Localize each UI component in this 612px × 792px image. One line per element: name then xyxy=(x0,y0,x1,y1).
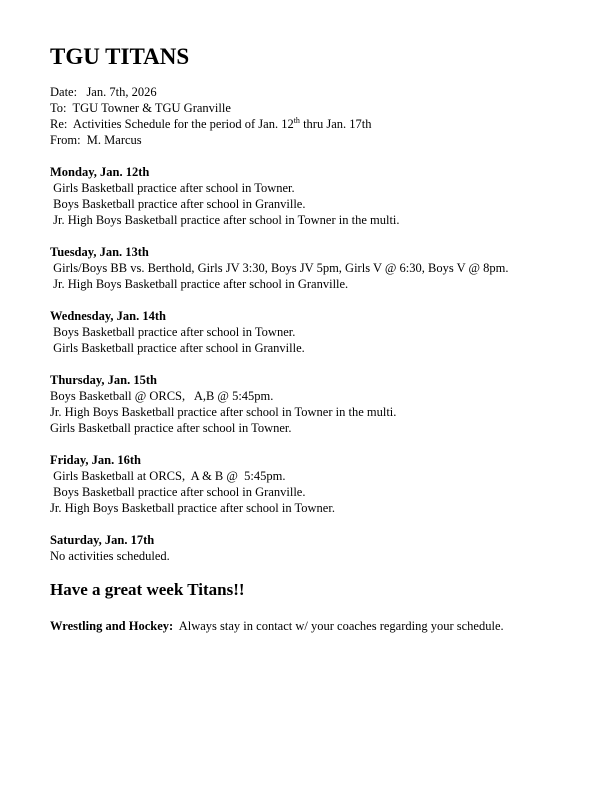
day-section-friday xyxy=(50,452,600,516)
schedule-item: Girls/Boys BB vs. Berthold, Girls JV 3:30, Boys JV 5pm, Girls V @ 6:30, Boys V @ 8pm. xyxy=(50,261,509,275)
schedule-item: Boys Basketball @ ORCS, A,B @ 5:45pm. xyxy=(50,389,274,403)
memo-re-text: Re: Activities Schedule for the period of Jan. 12 xyxy=(50,117,294,131)
schedule-item: Jr. High Boys Basketball practice after school in Towner in the multi. xyxy=(50,405,397,419)
closing-message: Have a great week Titans!! xyxy=(50,580,245,599)
schedule-item: Jr. High Boys Basketball practice after school in Towner. xyxy=(50,501,335,515)
memo-re-superscript: th xyxy=(293,115,300,125)
document-title: TGU TITANS xyxy=(50,44,190,69)
day-heading: Monday, Jan. 12th xyxy=(50,165,150,179)
schedule-item: Boys Basketball practice after school in Granville. xyxy=(50,197,306,211)
memo-date: Date: Jan. 7th, 2026 xyxy=(50,85,157,99)
schedule-item: Boys Basketball practice after school in Granville. xyxy=(50,485,306,499)
day-heading: Tuesday, Jan. 13th xyxy=(50,245,149,259)
day-heading: Wednesday, Jan. 14th xyxy=(50,309,167,323)
schedule-item: Girls Basketball practice after school in Granville. xyxy=(50,341,305,355)
day-section-tuesday xyxy=(50,244,600,292)
schedule-item: Girls Basketball practice after school in Towner. xyxy=(50,421,292,435)
schedule-item: Jr. High Boys Basketball practice after school in Granville. xyxy=(50,277,349,291)
day-section-saturday xyxy=(50,532,600,564)
schedule-item: No activities scheduled. xyxy=(50,549,170,563)
day-section-monday xyxy=(50,164,600,228)
memo-to: To: TGU Towner & TGU Granville xyxy=(50,101,231,115)
note-text: Always stay in contact w/ your coaches regarding your schedule. xyxy=(173,619,504,633)
schedule-item: Girls Basketball at ORCS, A & B @ 5:45pm. xyxy=(50,469,286,483)
day-section-thursday xyxy=(50,372,600,436)
day-section-wednesday xyxy=(50,308,600,356)
document-page xyxy=(50,44,600,634)
memo-re xyxy=(50,116,600,132)
note-label: Wrestling and Hockey: xyxy=(50,619,174,633)
day-heading: Friday, Jan. 16th xyxy=(50,453,141,467)
memo-from: From: M. Marcus xyxy=(50,133,142,147)
day-heading: Saturday, Jan. 17th xyxy=(50,533,155,547)
schedule-item: Girls Basketball practice after school in Towner. xyxy=(50,181,295,195)
memo-re-text-end: thru Jan. 17th xyxy=(299,117,372,131)
memo-header xyxy=(50,84,600,148)
wrestling-hockey-note xyxy=(50,618,600,634)
day-heading: Thursday, Jan. 15th xyxy=(50,373,157,387)
schedule-item: Jr. High Boys Basketball practice after school in Towner in the multi. xyxy=(50,213,400,227)
schedule-item: Boys Basketball practice after school in Towner. xyxy=(50,325,296,339)
